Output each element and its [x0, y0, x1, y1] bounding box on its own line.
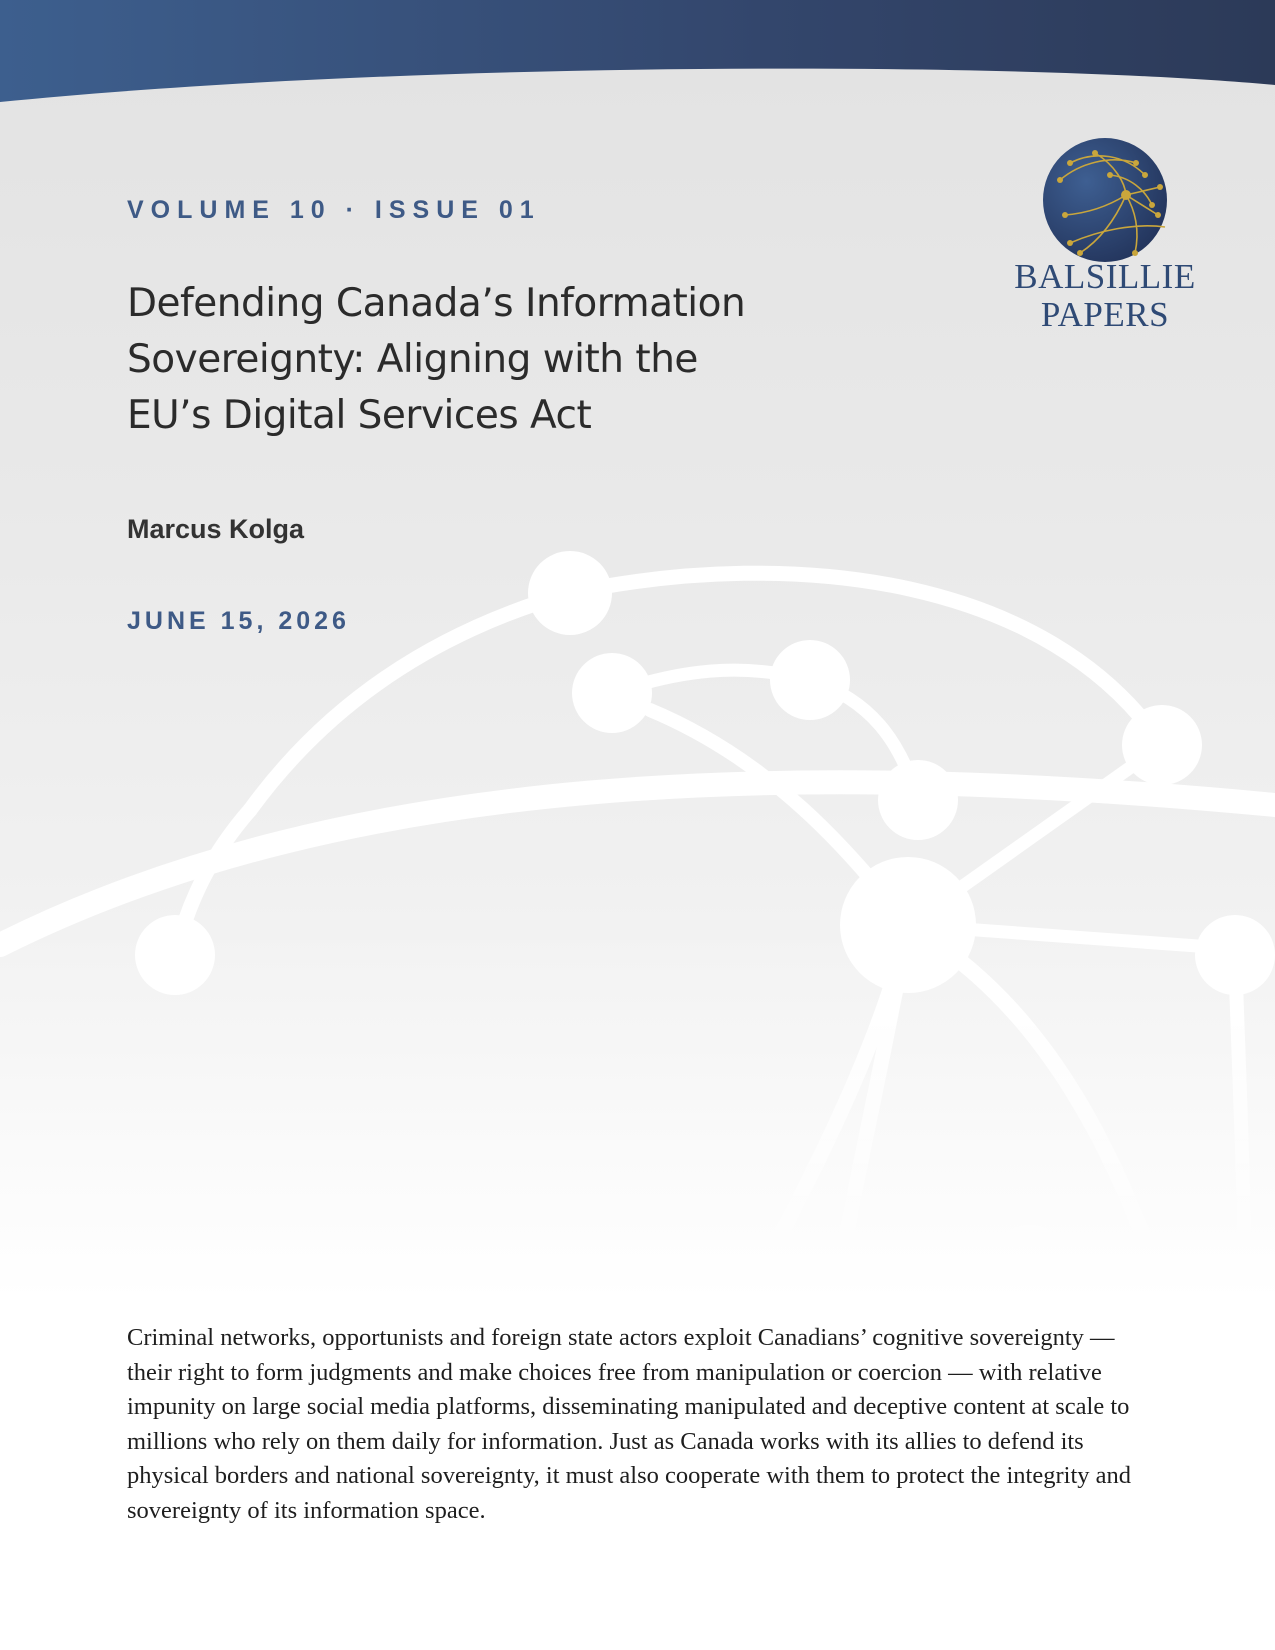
author-name: Marcus Kolga: [127, 514, 305, 544]
volume-issue-label: VOLUME 10 · ISSUE 01: [127, 196, 541, 224]
logo-line-2: PAPERS: [1040, 295, 1170, 334]
network-globe-icon: [1040, 135, 1170, 265]
title-line-3: EU’s Digital Services Act: [127, 393, 592, 438]
publication-date: JUNE 15, 2026: [127, 607, 350, 635]
abstract-paragraph: Criminal networks, opportunists and foreign state actors exploit Canadians’ cognitive sovereignty — their right to form judgments and make choices free from manipulation or coercion — with relative impunity on large social media platforms, disseminating manipulated and deceptive content at scale to millions who rely on them daily for information. Just as Canada works with its allies to defend its physical borders and national sovereignty, it must also cooperate with them to protect the integrity and sovereignty of its information space.: [127, 1324, 1132, 1524]
title-line-2: Sovereignty: Aligning with the: [127, 337, 698, 382]
paper-title: [127, 276, 827, 444]
publication-logo-text: [1000, 258, 1210, 334]
logo-line-1: BALSILLIE: [1014, 257, 1196, 296]
title-line-1: Defending Canada’s Information: [127, 281, 746, 326]
